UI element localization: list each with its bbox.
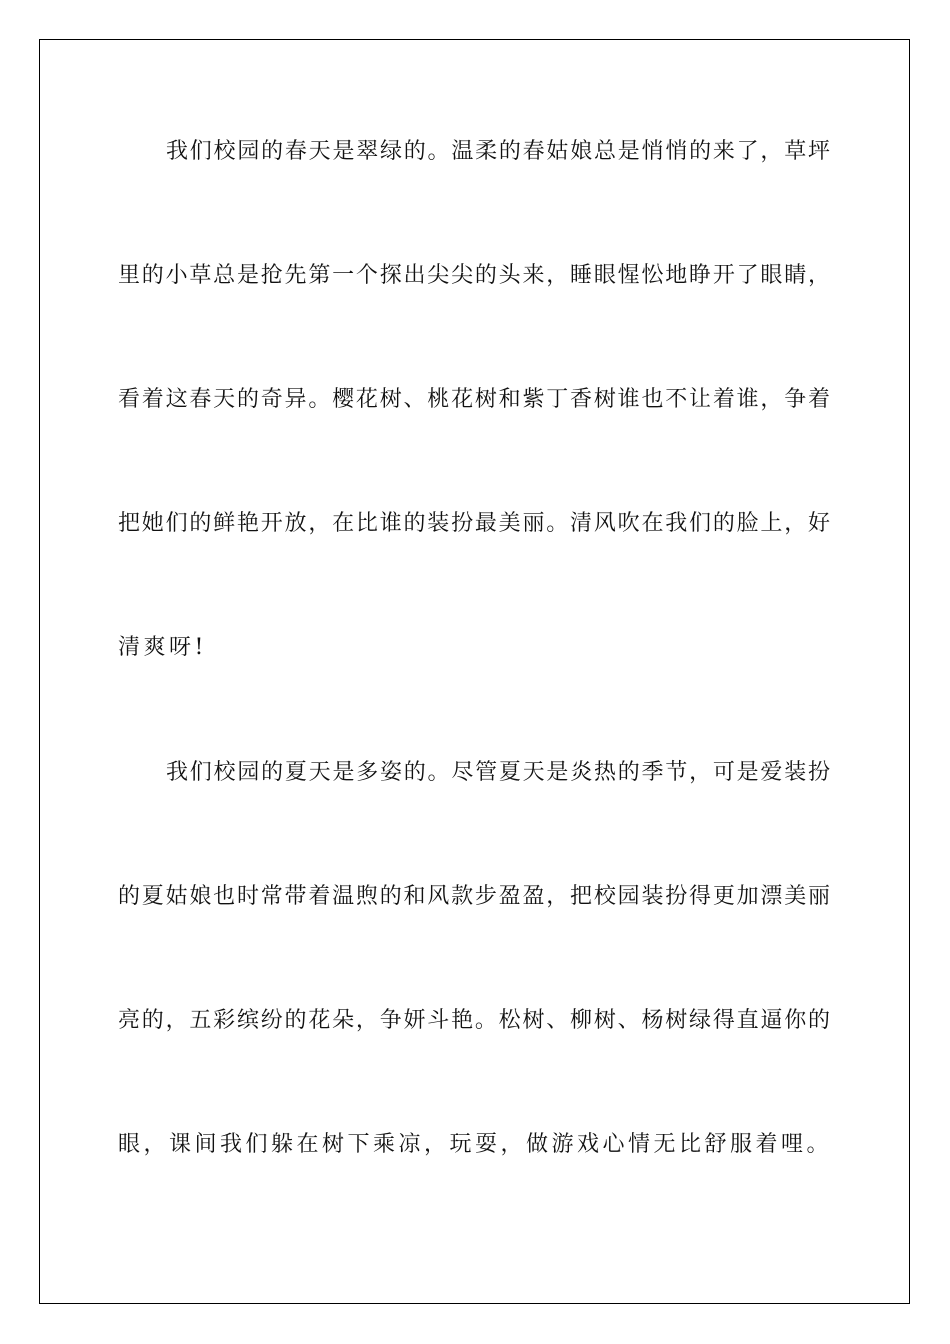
text-line: 亮的，五彩缤纷的花朵，争妍斗艳。松树、柳树、杨树绿得直逼你的	[118, 1008, 830, 1033]
text-line: 我们校园的夏天是多姿的。尽管夏天是炎热的季节，可是爱装扮	[166, 760, 830, 785]
page-frame	[39, 39, 910, 1304]
text-line: 眼，课间我们躲在树下乘凉，玩耍，做游戏心情无比舒服着哩。	[118, 1132, 833, 1157]
text-line: 里的小草总是抢先第一个探出尖尖的头来，睡眼惺忪地睁开了眼睛，	[118, 263, 830, 288]
text-line: 看着这春天的奇异。樱花树、桃花树和紫丁香树谁也不让着谁，争着	[118, 387, 830, 412]
text-line: 把她们的鲜艳开放，在比谁的装扮最美丽。清风吹在我们的脸上，好	[118, 511, 830, 536]
text-line: 我们校园的春天是翠绿的。温柔的春姑娘总是悄悄的来了，草坪	[166, 139, 830, 164]
text-line: 的夏姑娘也时常带着温煦的和风款步盈盈，把校园装扮得更加漂美丽	[118, 884, 830, 909]
text-line: 清爽呀!	[118, 635, 207, 660]
